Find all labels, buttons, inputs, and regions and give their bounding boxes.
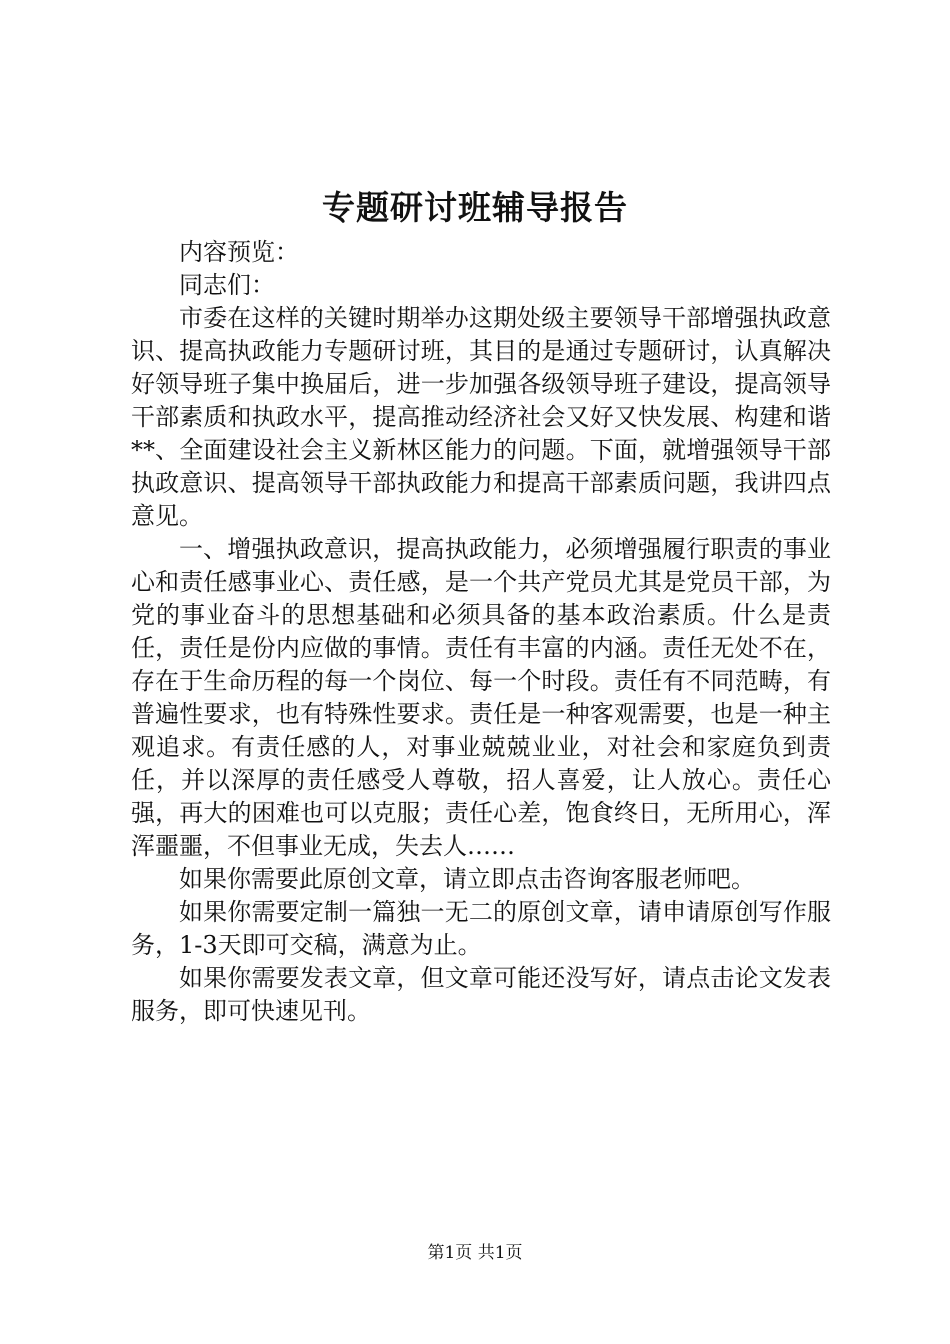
document-title: 专题研讨班辅导报告 bbox=[322, 188, 628, 227]
document-body bbox=[131, 236, 831, 1028]
page-number-footer: 第1页 共1页 bbox=[427, 1243, 523, 1263]
service-notice: 如果你需要定制一篇独一无二的原创文章，请申请原创写作服务，1-3天即可交稿，满意为止。 bbox=[131, 898, 831, 959]
service-notice: 如果你需要发表文章，但文章可能还没写好，请点击论文发表服务，即可快速见刊。 bbox=[131, 964, 831, 1025]
body-paragraph: 市委在这样的关键时期举办这期处级主要领导干部增强执政意识、提高执政能力专题研讨班，其目的是通过专题研讨，认真解决好领导班子集中换届后，进一步加强各级领导班子建设，提高领导干部素质和执政水平，提高推动经济社会又好又快发展、构建和谐**、全面建设社会主义新林区能力的问题。下面，就增强领导干部执政意识、提高领导干部执政能力和提高干部素质问题，我讲四点意见。 bbox=[131, 304, 831, 530]
salutation: 同志们： bbox=[179, 271, 275, 299]
service-notice: 如果你需要此原创文章，请立即点击咨询客服老师吧。 bbox=[179, 865, 755, 893]
preview-label: 内容预览： bbox=[179, 238, 299, 266]
body-paragraph: 一、增强执政意识，提高执政能力，必须增强履行职责的事业心和责任感事业心、责任感，是一个共产党员尤其是党员干部，为党的事业奋斗的思想基础和必须具备的基本政治素质。什么是责任，责任是份内应做的事情。责任有丰富的内涵。责任无处不在，存在于生命历程的每一个岗位、每一个时段。责任有不同范畴，有普遍性要求，也有特殊性要求。责任是一种客观需要，也是一种主观追求。有责任感的人，对事业兢兢业业，对社会和家庭负到责任，并以深厚的责任感受人尊敬，招人喜爱，让人放心。责任心强，再大的困难也可以克服；责任心差，饱食终日，无所用心，浑浑噩噩，不但事业无成，失去人…… bbox=[131, 535, 831, 860]
